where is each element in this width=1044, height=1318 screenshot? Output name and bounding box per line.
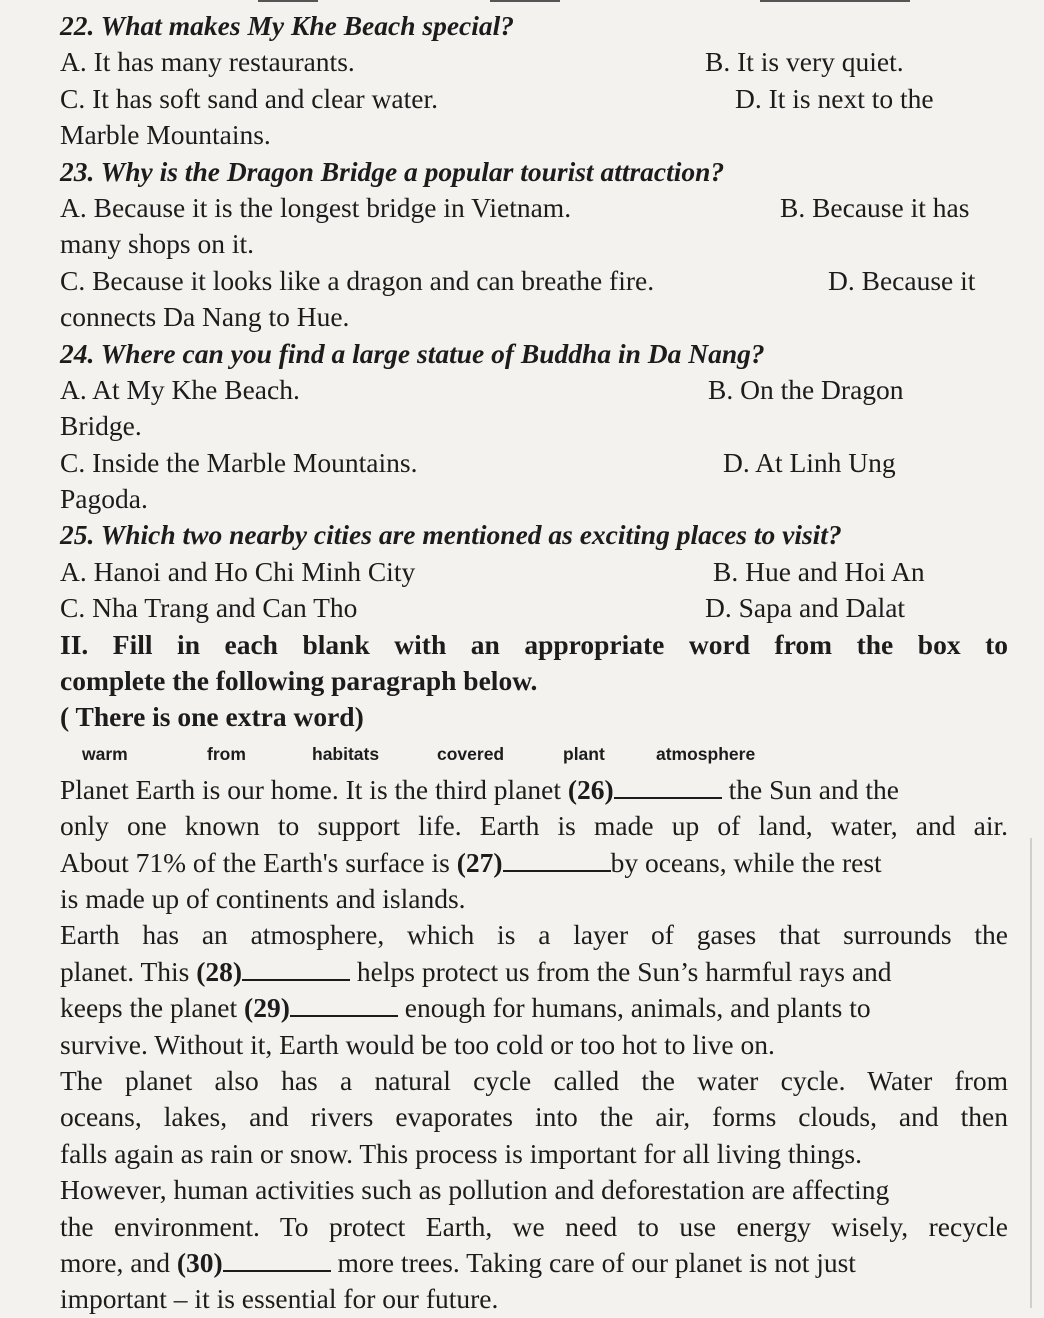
blank-number-29: (29) [244,992,290,1024]
q25-options-row-2 [60,590,1008,626]
q23-option-b: B. Because it has [780,191,970,223]
q25-option-b: B. Hue and Hoi An [713,555,925,587]
paragraph-text: helps protect us from the Sun’s harmful rays and [350,955,892,987]
q25-option-d: D. Sapa and Dalat [705,592,906,624]
paragraph-line: Earth has an atmosphere, which is a layer of gases that surrounds the [60,919,1008,951]
blank-number-27: (27) [456,846,503,878]
q22-option-a: A. It has many restaurants. [60,46,355,78]
top-edge-mark [760,0,910,2]
question-24: 24. Where can you find a large statue of Buddha in Da Nang? [60,337,765,369]
blank-29[interactable] [290,993,398,1017]
section-heading-line-2: complete the following paragraph below. [60,665,538,697]
paragraph-text: planet. This [60,955,197,987]
question-23: 23. Why is the Dragon Bridge a popular tourist attraction? [60,155,725,187]
q24-option-b-cont: Bridge. [60,410,142,442]
paragraph-line: survive. Without it, Earth would be too cold or too hot to live on. [60,1028,775,1060]
word-box-item: plant [563,743,605,764]
q22-option-d: D. It is next to the [735,82,934,114]
paragraph-line: is made up of continents and islands. [60,883,466,915]
q24-options-row-3 [60,445,1008,481]
q24-option-c: C. Inside the Marble Mountains. [60,446,418,478]
word-box-item: from [207,743,246,764]
paragraph-line [60,845,1008,881]
paragraph-text: by oceans, while the rest [610,846,882,878]
q22-options-row-3 [60,117,1008,153]
q23-option-c: C. Because it looks like a dragon and can breathe fire. [60,264,655,296]
paragraph-text: enough for humans, animals, and plants to [397,992,871,1024]
paragraph-line: oceans, lakes, and rivers evaporates into the air, forms clouds, and then [60,1101,1008,1133]
blank-number-28: (28) [196,955,243,987]
word-box-item: covered [437,743,505,764]
blank-number-30: (30) [176,1246,223,1278]
q24-option-b: B. On the Dragon [708,373,904,405]
paragraph-text: Planet Earth is our home. It is the third planet [60,773,568,805]
paragraph-line: The planet also has a natural cycle called the water cycle. Water from [60,1064,1008,1096]
q24-option-a: A. At My Khe Beach. [60,373,300,405]
q22-options-row-1 [60,44,1008,80]
q23-options-row-2 [60,226,1008,262]
paragraph-line: However, human activities such as pollution and deforestation are affecting [60,1174,890,1206]
paragraph-text: the Sun and the [721,773,899,805]
q22-option-d-cont: Marble Mountains. [60,119,271,151]
word-box-item: atmosphere [656,743,756,764]
q24-option-d: D. At Linh Ung [723,446,896,478]
q25-option-c: C. Nha Trang and Can Tho [60,592,358,624]
paragraph-line [60,954,1008,990]
fill-in-paragraph [60,772,1008,1318]
q24-option-d-cont: Pagoda. [60,483,148,515]
q23-option-d-cont: connects Da Nang to Hue. [60,301,350,333]
q22-options-row-2 [60,81,1008,117]
word-box-item: warm [82,743,128,764]
q23-options-row-3 [60,263,1008,299]
blank-number-26: (26) [567,773,614,805]
top-edge-mark [258,0,318,2]
q23-option-a: A. Because it is the longest bridge in Vietnam. [60,191,572,223]
q23-option-b-cont: many shops on it. [60,228,255,260]
question-25: 25. Which two nearby cities are mentioned as exciting places to visit? [60,519,842,551]
q24-options-row-1 [60,372,1008,408]
q23-options-row-1 [60,190,1008,226]
word-box-item: habitats [312,743,380,764]
paragraph-line: only one known to support life. Earth is made up of land, water, and air. [60,810,1008,842]
q25-options-row-1 [60,554,1008,590]
paragraph-text: more trees. Taking care of our planet is not just [330,1246,856,1278]
paragraph-text: keeps the planet [60,992,245,1024]
paragraph-line [60,772,1008,808]
paragraph-line [60,990,1008,1026]
paragraph-line: falls again as rain or snow. This process is important for all living things. [60,1137,862,1169]
q22-option-c: C. It has soft sand and clear water. [60,82,439,114]
word-box [60,736,1008,772]
q23-option-d: D. Because it [828,264,976,296]
q24-options-row-4 [60,481,1008,517]
q25-option-a: A. Hanoi and Ho Chi Minh City [60,555,416,587]
blank-30[interactable] [223,1248,331,1272]
extra-word-note: ( There is one extra word) [60,701,364,733]
q24-options-row-2 [60,408,1008,444]
question-22: 22. What makes My Khe Beach special? [60,10,515,41]
paragraph-line [60,1245,1008,1281]
paragraph-line: important – it is essential for our future. [60,1283,499,1315]
paragraph-line: the environment. To protect Earth, we need to use energy wisely, recycle [60,1210,1008,1242]
top-edge-mark [490,0,560,2]
blank-27[interactable] [503,848,611,872]
paragraph-text: About 71% of the Earth's surface is [60,846,457,878]
blank-26[interactable] [614,775,722,799]
paragraph-text: more, and [60,1246,177,1278]
page-edge-shadow [1030,838,1032,1308]
section-heading-line-1: II. Fill in each blank with an appropriate word from the box to [60,628,1008,660]
q23-options-row-4 [60,299,1008,335]
q22-option-b: B. It is very quiet. [705,46,904,78]
worksheet-page [60,8,1008,1318]
blank-28[interactable] [242,957,350,981]
